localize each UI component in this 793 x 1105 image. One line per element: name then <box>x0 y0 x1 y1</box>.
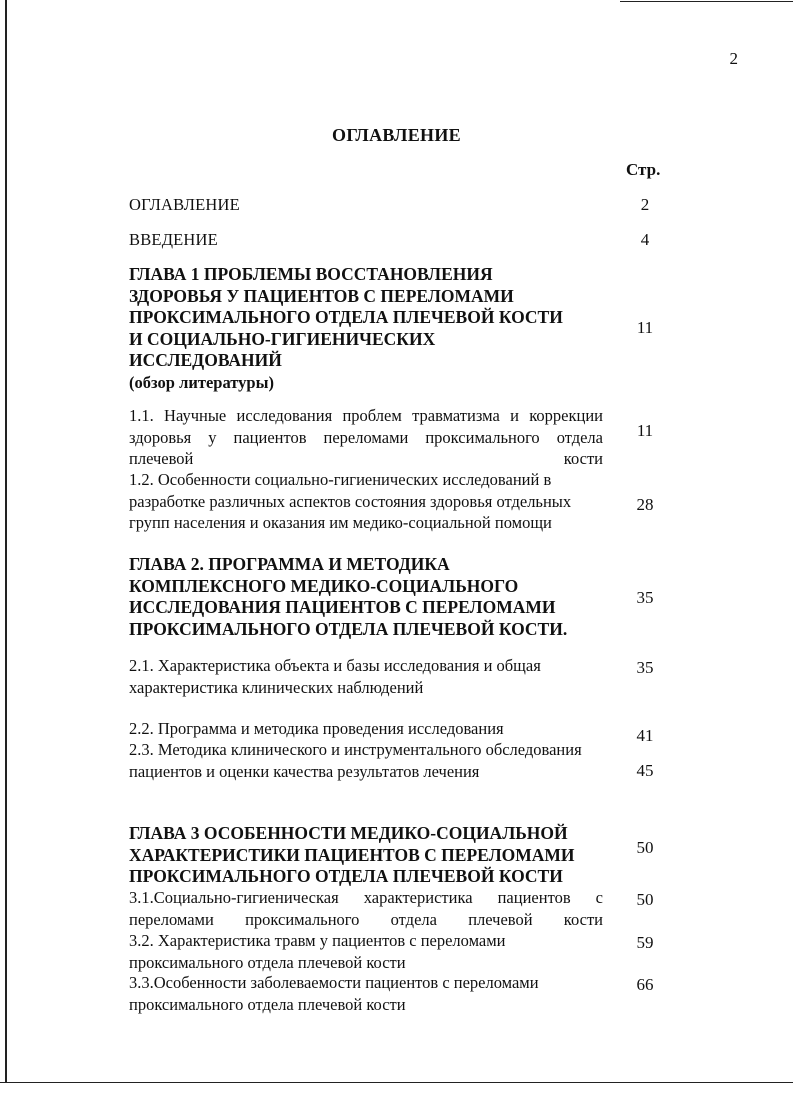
page-title: ОГЛАВЛЕНИЕ <box>332 125 461 145</box>
toc-entry-page: 66 <box>636 975 654 994</box>
toc-entry-page: 50 <box>636 890 654 909</box>
toc-entry-text: ВВЕДЕНИЕ <box>129 230 218 249</box>
scan-border-left <box>5 0 7 1082</box>
toc-entry-page: 41 <box>636 726 654 745</box>
scan-border-top <box>620 1 793 2</box>
toc-chapter-title: ГЛАВА 1 ПРОБЛЕМЫ ВОССТАНОВЛЕНИЯ ЗДОРОВЬЯ У ПАЦИЕНТОВ С ПЕРЕЛОМАМИ ПРОКСИМАЛЬНОГО ОТДЕЛА ПЛЕЧЕВОЙ КОСТИ И СОЦИАЛЬНО-ГИГИЕНИЧЕСКИХ ИССЛЕДОВАНИЙ <box>129 264 563 370</box>
toc-chapter-heading: ГЛАВА 3 ОСОБЕННОСТИ МЕДИКО-СОЦИАЛЬНОЙ ХАРАКТЕРИСТИКИ ПАЦИЕНТОВ С ПЕРЕЛОМАМИ ПРОКСИМАЛЬНОГО ОТДЕЛА ПЛЕЧЕВОЙ КОСТИ <box>129 823 575 886</box>
toc-entry-page: 35 <box>636 588 654 607</box>
scan-border-bottom <box>0 1082 793 1083</box>
toc-entry-text: 2.2. Программа и методика проведения исследования <box>129 719 504 738</box>
toc-chapter-subtitle: (обзор литературы) <box>129 372 274 392</box>
toc-entry-text: 3.1.Социально-гигиеническая характеристика пациентов с переломами проксимального отдела плечевой кости <box>129 888 603 929</box>
toc-entry-text: 3.2. Характеристика травм у пациентов с переломами проксимального отдела плечевой кости <box>129 931 506 972</box>
toc-entry-text: 2.1. Характеристика объекта и базы исследования и общая характеристика клинических наблюдений <box>129 656 541 697</box>
toc-entry-page: 50 <box>636 838 654 857</box>
toc-entry-page: 11 <box>636 421 654 440</box>
toc-entry-text: 3.3.Особенности заболеваемости пациентов с переломами проксимального отдела плечевой кости <box>129 973 539 1014</box>
toc-entry-text: ОГЛАВЛЕНИЕ <box>129 195 240 214</box>
page-number: 2 <box>729 49 738 68</box>
toc-entry-text: 2.3. Методика клинического и инструментального обследования пациентов и оценки качества результатов лечения <box>129 740 582 781</box>
toc-entry-text: 1.2. Особенности социально-гигиенических исследований в разработке различных аспектов состояния здоровья отдельных групп населения и оказания им медико-социальной помощи <box>129 470 572 532</box>
toc-entry-page: 45 <box>636 761 654 780</box>
toc-entry-page: 35 <box>636 658 654 677</box>
toc-chapter-heading: ГЛАВА 2. ПРОГРАММА И МЕТОДИКА КОМПЛЕКСНОГО МЕДИКО-СОЦИАЛЬНОГО ИССЛЕДОВАНИЯ ПАЦИЕНТОВ С ПЕРЕЛОМАМИ ПРОКСИМАЛЬНОГО ОТДЕЛА ПЛЕЧЕВОЙ КОСТИ. <box>129 554 568 639</box>
page-column-label: Стр. <box>626 160 661 179</box>
toc-entry-page: 59 <box>636 933 654 952</box>
toc-entry-page: 4 <box>640 230 650 249</box>
toc-entry-page: 28 <box>636 495 654 514</box>
toc-entry-page: 2 <box>640 195 650 214</box>
toc-chapter-heading <box>129 264 569 393</box>
toc-entry-page: 11 <box>636 318 654 337</box>
toc-entry-text: 1.1. Научные исследования проблем травматизма и коррекции здоровья у пациентов переломами проксимального отдела плечевой кости <box>129 406 603 468</box>
